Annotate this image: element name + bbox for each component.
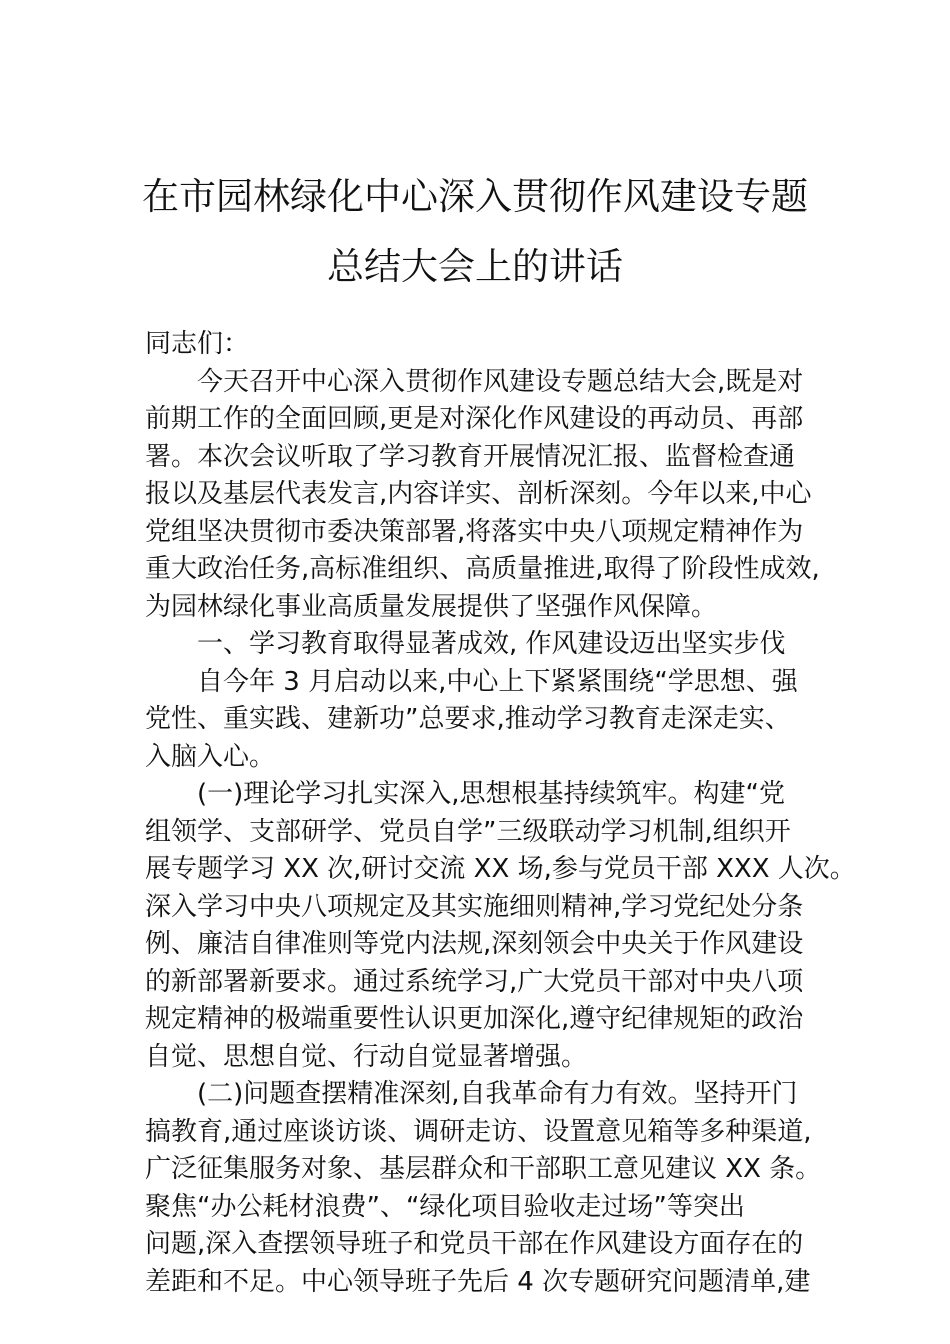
body-line: 深入学习中央八项规定及其实施细则精神,学习党纪处分条: [145, 891, 804, 922]
body-line: 聚焦“办公耗材浪费”、“绿化项目验收走过场”等突出: [145, 1191, 745, 1222]
document-title-line-1: 在市园林绿化中心深入贯彻作风建设专题: [142, 175, 808, 218]
body-line: 重大政治任务,高标准组织、高质量推进,取得了阶段性成效,: [145, 554, 820, 584]
body-line: 党性、重实践、建新功”总要求,推动学习教育走深走实、: [145, 704, 791, 734]
body-line: 入脑入心。: [145, 741, 276, 772]
body-line: 搞教育,通过座谈访谈、调研走访、设置意见箱等多种渠道,: [145, 1116, 812, 1147]
body-line: 例、廉洁自律准则等党内法规,深刻领会中央关于作风建设: [145, 929, 804, 959]
body-line: 前期工作的全面回顾,更是对深化作风建设的再动员、再部: [145, 404, 804, 434]
body-line: 自今年 3 月启动以来,中心上下紧紧围绕“学思想、强: [145, 666, 798, 697]
body-line: 报以及基层代表发言,内容详实、剖析深刻。今年以来,中心: [145, 479, 812, 509]
body-line: 党组坚决贯彻市委决策部署,将落实中央八项规定精神作为: [145, 516, 804, 547]
document-title-line-2: 总结大会上的讲话: [327, 245, 623, 288]
salutation: 同志们：: [145, 329, 250, 359]
body-line: 问题,深入查摆领导班子和党员干部在作风建设方面存在的: [145, 1229, 804, 1259]
body-line: 自觉、思想自觉、行动自觉显著增强。: [145, 1041, 588, 1072]
body-line: 规定精神的极端重要性认识更加深化,遵守纪律规矩的政治: [145, 1004, 804, 1034]
body-line: 差距和不足。中心领导班子先后 4 次专题研究问题清单,建: [145, 1266, 811, 1297]
body-line: 展专题学习 XX 次,研讨交流 XX 场,参与党员干部 XXX 人次。: [145, 854, 856, 884]
document-body: [145, 326, 856, 1301]
body-line: 的新部署新要求。通过系统学习,广大党员干部对中央八项: [145, 966, 804, 997]
body-line: 为园林绿化事业高质量发展提供了坚强作风保障。: [145, 591, 718, 622]
section-heading: 一、学习教育取得显著成效, 作风建设迈出坚实步伐: [145, 629, 786, 659]
body-line: 组领学、支部研学、党员自学”三级联动学习机制,组织开: [145, 816, 791, 847]
body-line: 署。本次会议听取了学习教育开展情况汇报、监督检查通: [145, 441, 796, 472]
subsection-line: (一)理论学习扎实深入,思想根基持续筑牢。构建“党: [145, 779, 786, 809]
body-line: 广泛征集服务对象、基层群众和干部职工意见建议 XX 条。: [145, 1154, 822, 1184]
body-line: 今天召开中心深入贯彻作风建设专题总结大会,既是对: [145, 366, 804, 397]
subsection-line: (二)问题查摆精准深刻,自我革命有力有效。坚持开门: [145, 1079, 798, 1109]
